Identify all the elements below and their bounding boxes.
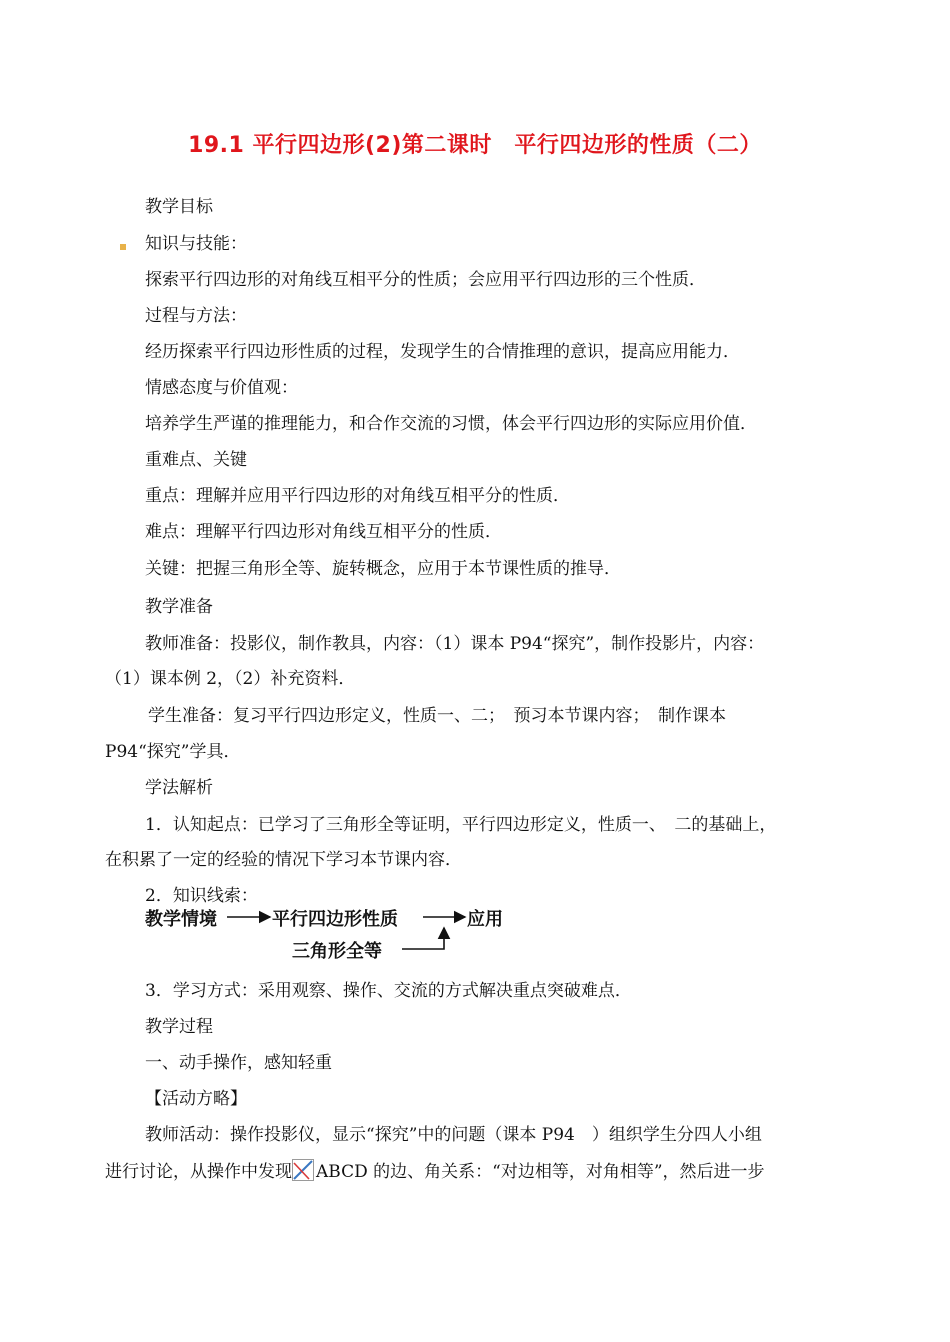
- arrow-support-to-middle: [402, 928, 444, 949]
- flow-middle: 平行四边形性质: [272, 909, 398, 930]
- section1-title: 一、动手操作，感知轻重: [145, 1053, 332, 1073]
- key-points-heading: 重难点、关键: [145, 450, 247, 470]
- teacher-prep-line1: 教师准备：投影仪，制作教具，内容：（1）课本 P94“探究”，制作投影片，内容：: [145, 634, 765, 654]
- student-prep-line1: 学生准备：复习平行四边形定义，性质一、二； 预习本节课内容； 制作课本: [148, 706, 726, 726]
- key-text: 关键：把握三角形全等、旋转概念，应用于本节课性质的推导．: [145, 559, 621, 579]
- preparation-heading: 教学准备: [145, 597, 213, 617]
- focus-text: 重点：理解并应用平行四边形的对角线互相平分的性质．: [145, 486, 570, 506]
- teacher-activity-after: ABCD 的边、角关系：“对边相等，对角相等”，然后进一步: [316, 1162, 765, 1182]
- method-item1-line1: 1．认知起点：已学习了三角形全等证明，平行四边形定义，性质一、 二的基础上，: [145, 815, 777, 835]
- method-heading: 学法解析: [145, 778, 213, 798]
- knowledge-text: 探索平行四边形的对角线互相平分的性质；会应用平行四边形的三个性质．: [145, 270, 706, 290]
- parallelogram-symbol-icon: [292, 1159, 314, 1181]
- flow-start: 教学情境: [145, 909, 217, 930]
- method-item2: 2．知识线索：: [145, 886, 258, 906]
- strategy-label: 【活动方略】: [145, 1089, 247, 1109]
- process-heading: 教学过程: [145, 1017, 213, 1037]
- flow-end: 应用: [467, 909, 503, 930]
- page-title: 19.1 平行四边形(2)第二课时 平行四边形的性质（二）: [188, 133, 762, 158]
- teacher-activity-line2: [105, 1159, 765, 1184]
- attitude-label: 情感态度与价值观：: [145, 378, 298, 398]
- objectives-heading: 教学目标: [145, 197, 213, 217]
- knowledge-label: 知识与技能：: [145, 234, 247, 254]
- process-label: 过程与方法：: [145, 306, 247, 326]
- difficulty-text: 难点：理解平行四边形对角线互相平分的性质．: [145, 522, 502, 542]
- teacher-activity-line1: 教师活动：操作投影仪，显示“探究”中的问题（课本 P94 ）组织学生分四人小组: [145, 1125, 762, 1145]
- process-text: 经历探索平行四边形性质的过程，发现学生的合情推理的意识，提高应用能力．: [145, 342, 740, 362]
- method-item3: 3．学习方式：采用观察、操作、交流的方式解决重点突破难点．: [145, 981, 632, 1001]
- attitude-text: 培养学生严谨的推理能力，和合作交流的习惯，体会平行四边形的实际应用价值．: [145, 414, 757, 434]
- teacher-prep-line2: （1）课本例 2，（2）补充资料．: [105, 669, 356, 689]
- method-item1-line2: 在积累了一定的经验的情况下学习本节课内容．: [105, 850, 462, 870]
- student-prep-line2: P94“探究”学具．: [105, 742, 241, 762]
- teacher-activity-before: 进行讨论，从操作中发现: [105, 1162, 292, 1182]
- flow-support: 三角形全等: [292, 941, 382, 962]
